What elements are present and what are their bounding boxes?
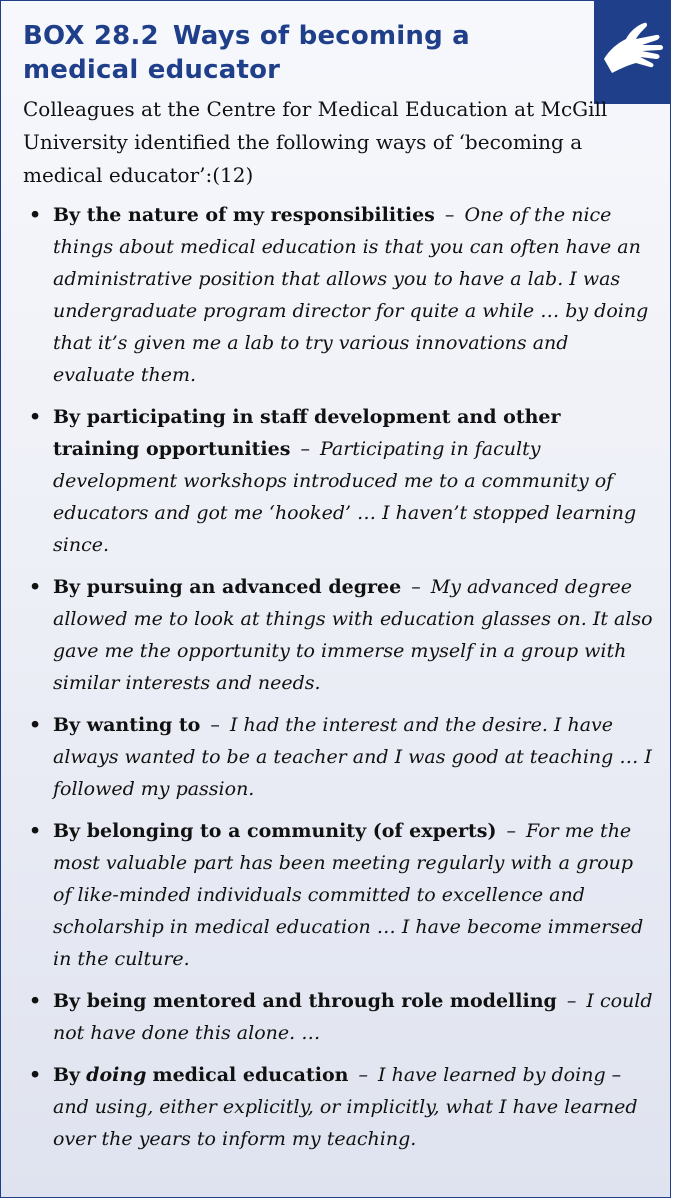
item-lead-prefix: By: [53, 1064, 81, 1086]
box-number: BOX 28.2: [23, 21, 159, 51]
bullet: •: [29, 714, 42, 736]
item-quote: My advanced degree allowed me to look at things with education glasses on. It also gave me the opportunity to immerse myself in a group with similar interests and needs.: [53, 576, 653, 694]
bullet: •: [29, 1064, 42, 1086]
dash: –: [411, 576, 421, 598]
dash: –: [566, 990, 577, 1012]
list-item: [23, 571, 653, 699]
item-lead: By being mentored and through role modelling: [53, 990, 557, 1012]
list-item: [23, 985, 653, 1049]
item-quote: Participating in faculty development workshops introduced me to a community of educators and got me ‘hooked’ … I haven’t stopped learning since.: [53, 438, 637, 556]
item-lead: By wanting to: [53, 714, 201, 736]
bullet: •: [29, 406, 42, 428]
list-item: [23, 1059, 653, 1155]
box-title: [23, 19, 583, 87]
dash: –: [300, 438, 310, 460]
item-quote: I have learned by doing – and using, either explicitly, or implicitly, what I have learned over the years to inform my teaching.: [53, 1064, 638, 1150]
item-lead-emphasis: doing: [86, 1064, 147, 1086]
list-item: [23, 709, 653, 805]
intro-text: Colleagues at the Centre for Medical Education at McGill University identified the following ways of ‘becoming a medical educator’:(12): [23, 97, 608, 187]
ways-list: [23, 199, 653, 1165]
dash: –: [506, 820, 516, 842]
hand-icon: [600, 19, 664, 81]
item-lead: By belonging to a community (of experts): [53, 820, 497, 842]
corner-tab: [594, 1, 670, 104]
dash: –: [444, 204, 455, 226]
box-title-text: Ways of becoming a medical educator: [23, 21, 470, 85]
bullet: •: [29, 204, 42, 226]
item-lead: By participating in staff development and other training opportunities: [53, 406, 561, 460]
item-quote: I could not have done this alone. …: [53, 990, 653, 1044]
item-quote: For me the most valuable part has been meeting regularly with a group of like-minded individuals committed to excellence and scholarship in medical education … I have become immersed in the culture.: [53, 820, 644, 970]
item-lead: By pursuing an advanced degree: [53, 576, 402, 598]
bullet: •: [29, 990, 42, 1012]
bullet: •: [29, 576, 42, 598]
item-lead: By the nature of my responsibilities: [53, 204, 435, 226]
item-quote: One of the nice things about medical education is that you can often have an administrative position that allows you to have a lab. I was undergraduate program director for quite a while … by doing that it’s given me a lab to try various innovations and evaluate them.: [53, 204, 649, 386]
item-lead-suffix: medical education: [152, 1064, 349, 1086]
dash: –: [358, 1064, 368, 1086]
item-quote: I had the interest and the desire. I have always wanted to be a teacher and I was good at teaching … I followed my passion.: [53, 714, 652, 800]
list-item: [23, 815, 653, 975]
list-item: [23, 199, 653, 391]
bullet: •: [29, 820, 42, 842]
list-item: [23, 401, 653, 561]
dash: –: [210, 714, 220, 736]
